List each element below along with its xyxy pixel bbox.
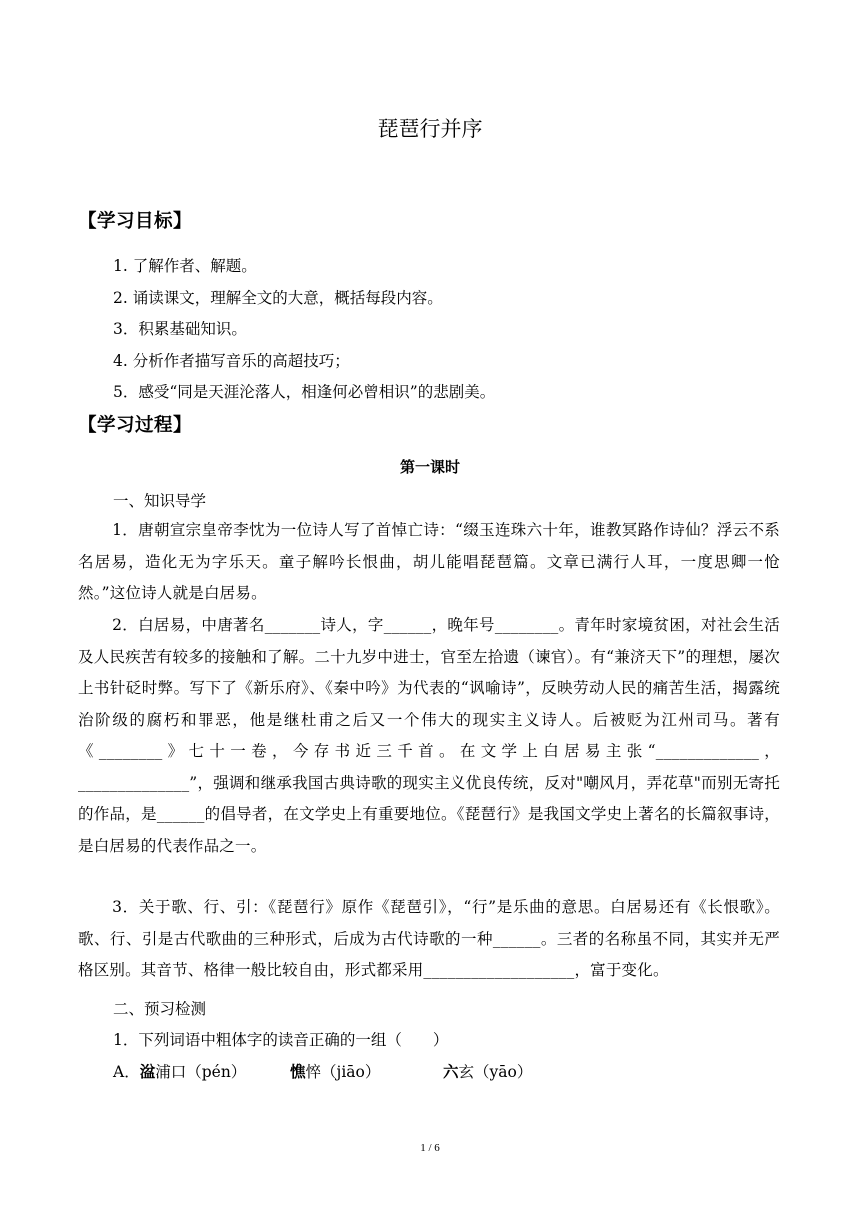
option-a bbox=[113, 1060, 246, 1082]
objective-item: 1. 了解作者、解题。 bbox=[113, 257, 257, 275]
bold-char: 湓 bbox=[139, 1062, 156, 1081]
page-title: 琵琶行并序 bbox=[377, 117, 483, 141]
objective-item: 3．积累基础知识。 bbox=[113, 320, 247, 338]
word-rest: 悴（jiāo） bbox=[305, 1063, 381, 1081]
page-number: 1 / 6 bbox=[420, 1142, 440, 1154]
objective-item: 2. 诵读课文，理解全文的大意，概括每段内容。 bbox=[113, 289, 443, 307]
paragraph-1: 1．唐朝宣宗皇帝李忱为一位诗人写了首悼亡诗：“缀玉连珠六十年，谁教冥路作诗仙？浮云不系名居易，造化无为字乐天。童子解吟长恨曲，胡儿能唱琵琶篇。文章已满行人耳，一度思卿一怆然。”这位诗人就是白居易。 bbox=[78, 521, 780, 602]
bold-char: 憔 bbox=[290, 1062, 306, 1081]
section-heading-process: 【学习过程】 bbox=[78, 415, 193, 436]
paragraph-3: 3．关于歌、行、引：《琵琶行》原作《琵琶引》，“行”是乐曲的意思。白居易还有《长恨歌》。歌、行、引是古代歌曲的三种形式，后成为古代诗歌的一种______。三者的名称虽不同，其实并无严格区别。其音节、格律一般比较自由，形式都采用___________________，富于变化。 bbox=[78, 898, 780, 979]
objective-item: 5．感受“同是天涯沦落人，相逢何必曾相识”的悲剧美。 bbox=[113, 383, 496, 401]
bold-char: 六 bbox=[443, 1062, 459, 1081]
paragraph-2: 2．白居易，中唐著名_______诗人，字______，晚年号________。青年时家境贫困，对社会生活及人民疾苦有较多的接触和了解。二十九岁中进士，官至左拾遗（谏官）。有“兼济天下”的理想，屡次上书针砭时弊。写下了《新乐府》、《秦中吟》为代表的“讽喻诗”，反映劳动人民的痛苦生活，揭露统治阶级的腐朽和罪恶，他是继杜甫之后又一个伟大的现实主义诗人。后被贬为江州司马。著有《________》七十一卷，今存书近三千首。在文学上白居易主张“_____________，______________”，强调和继承我国古典诗歌的现实主义优良传统，反对"嘲风月，弄花草"而别无寄托的作品，是______的倡导者，在文学史上有重要地位。《琵琶行》是我国文学史上著名的长篇叙事诗，是白居易的代表作品之一。 bbox=[78, 616, 780, 855]
option-label: A． bbox=[113, 1063, 140, 1081]
section-heading-goals: 【学习目标】 bbox=[78, 211, 193, 232]
part-heading-knowledge: 一、知识导学 bbox=[113, 492, 207, 510]
objective-item: 4. 分析作者描写音乐的高超技巧； bbox=[113, 352, 350, 370]
word-rest: 玄（yāo） bbox=[458, 1063, 533, 1081]
question-1: 1．下列词语中粗体字的读音正确的一组（ ） bbox=[113, 1031, 449, 1049]
option-a-word-2 bbox=[290, 1060, 380, 1082]
lesson-title: 第一课时 bbox=[399, 458, 460, 476]
part-heading-preview: 二、预习检测 bbox=[113, 1000, 207, 1018]
option-a-word-3 bbox=[443, 1060, 532, 1082]
word-rest: 浦口（pén） bbox=[155, 1063, 247, 1081]
